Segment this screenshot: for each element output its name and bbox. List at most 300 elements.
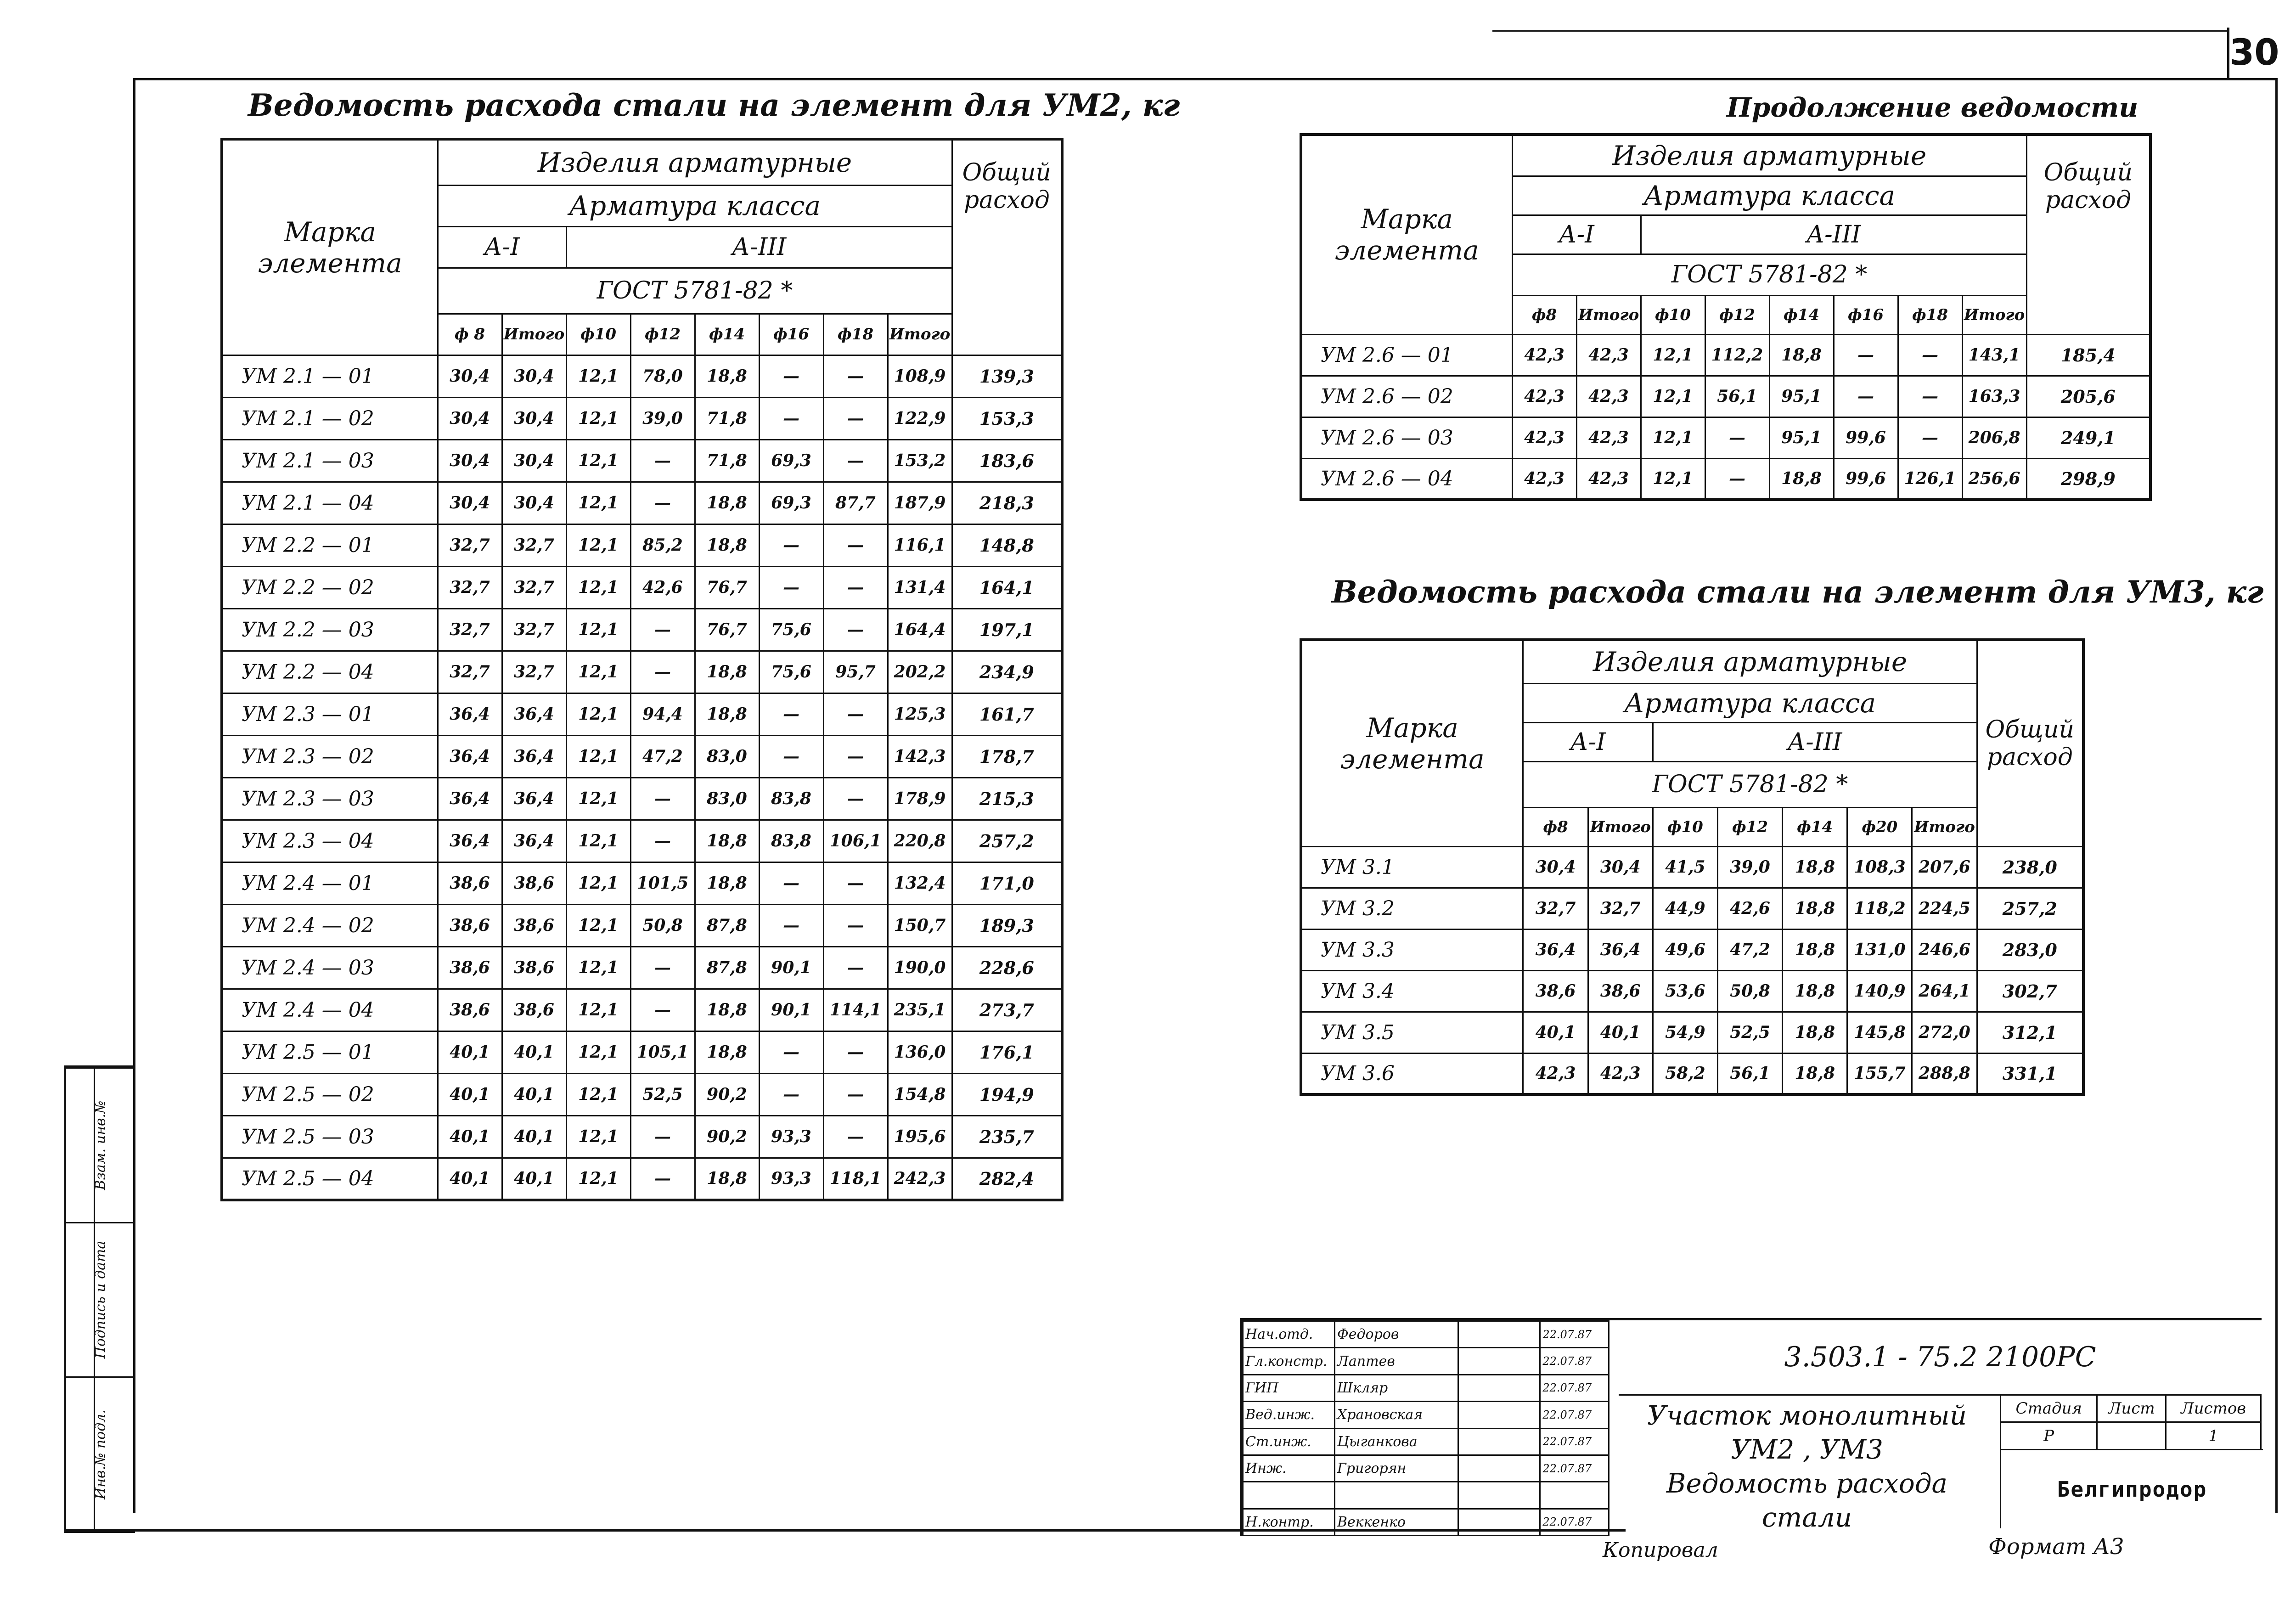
value-cell: 30,4 [438,397,502,439]
total-cell: 238,0 [1977,846,2083,888]
value-cell: 83,0 [695,777,759,820]
value-cell: 36,4 [438,820,502,862]
value-cell: 69,3 [759,439,823,482]
value-cell: — [759,397,823,439]
value-cell: 38,6 [438,946,502,989]
binding-cell-signature: Подпись и дата [66,1222,135,1377]
value-cell: 118,2 [1847,888,1912,929]
value-cell: 12,1 [1641,376,1705,417]
value-cell: 12,1 [566,566,630,608]
value-cell: 90,2 [695,1115,759,1158]
element-mark: УМ 2.5 — 02 [222,1073,438,1115]
value-cell: 50,8 [630,904,695,946]
value-cell: 40,1 [438,1031,502,1073]
value-cell: 32,7 [438,651,502,693]
t2-subheader: ф10 [1641,295,1705,334]
value-cell: 131,0 [1847,929,1912,970]
value-cell: 36,4 [1588,929,1653,970]
total-cell: 194,9 [952,1073,1062,1115]
value-cell: 36,4 [502,735,566,777]
value-cell: 87,8 [695,946,759,989]
value-cell: 12,1 [566,777,630,820]
table-row [222,355,1062,397]
total-cell: 312,1 [1977,1012,2083,1053]
value-cell: 125,3 [888,693,952,735]
value-cell: 18,8 [1769,458,1834,500]
person-row [1243,1321,1609,1348]
t3-header-a3: А-III [1653,722,1977,761]
value-cell: 32,7 [438,524,502,566]
value-cell: — [630,989,695,1031]
value-cell: 71,8 [695,439,759,482]
t2-header-class: Арматура класса [1512,176,2026,215]
value-cell: — [823,566,888,608]
table-row [1301,1053,2083,1094]
t3-subheader: Итого [1912,807,1977,846]
value-cell: 54,9 [1653,1012,1717,1053]
person-row [1243,1402,1609,1428]
value-cell: 38,6 [502,946,566,989]
t1-subheader: ф12 [630,314,695,355]
value-cell: 18,8 [1783,846,1847,888]
value-cell: 145,8 [1847,1012,1912,1053]
table-row [222,608,1062,651]
table-row [222,735,1062,777]
person-name: Храновская [1334,1402,1458,1428]
t1-header-class: Арматура класса [438,185,952,226]
value-cell: 18,8 [695,1031,759,1073]
organization: Белгипродор [2000,1449,2263,1528]
value-cell: 140,9 [1847,970,1912,1012]
sheet-number: 30 [2227,28,2275,80]
table-row [222,439,1062,482]
person-name: Федоров [1334,1321,1458,1348]
value-cell: 85,2 [630,524,695,566]
value-cell: 36,4 [502,693,566,735]
value-cell: 87,7 [823,482,888,524]
value-cell: 106,1 [823,820,888,862]
value-cell: 40,1 [1588,1012,1653,1053]
person-role: Нач.отд. [1243,1321,1335,1348]
value-cell: 18,8 [1783,970,1847,1012]
value-cell: 87,8 [695,904,759,946]
table-row [222,862,1062,904]
total-cell: 282,4 [952,1158,1062,1200]
total-cell: 218,3 [952,482,1062,524]
value-cell: 95,7 [823,651,888,693]
element-mark: УМ 2.4 — 04 [222,989,438,1031]
value-cell: 242,3 [888,1158,952,1200]
value-cell: 90,2 [695,1073,759,1115]
value-cell: 12,1 [566,355,630,397]
value-cell: 150,7 [888,904,952,946]
t2-header-products: Изделия арматурные [1512,135,2026,176]
sheet-header: Лист [2097,1395,2166,1422]
person-row [1243,1428,1609,1455]
value-cell: — [759,735,823,777]
value-cell: 12,1 [566,946,630,989]
person-row [1243,1375,1609,1401]
value-cell: 30,4 [1588,846,1653,888]
value-cell: 32,7 [502,566,566,608]
value-cell: 40,1 [1523,1012,1588,1053]
table-row [1301,417,2150,458]
table3-title: Ведомость расхода стали на элемент для УМ3, кг [1332,574,2264,610]
value-cell: — [1898,334,1962,376]
total-cell: 215,3 [952,777,1062,820]
value-cell: 38,6 [502,904,566,946]
t2-header-mark: Марка элемента [1301,135,1512,334]
total-cell: 183,6 [952,439,1062,482]
t3-header-a1: А-I [1523,722,1653,761]
value-cell: 30,4 [438,482,502,524]
value-cell: 38,6 [1588,970,1653,1012]
value-cell: 76,7 [695,566,759,608]
title-block-people [1242,1320,1609,1536]
value-cell: 76,7 [695,608,759,651]
value-cell: 224,5 [1912,888,1977,929]
total-cell: 185,4 [2026,334,2150,376]
value-cell: — [630,820,695,862]
table-row [1301,970,2083,1012]
value-cell: — [759,862,823,904]
element-mark: УМ 3.1 [1301,846,1523,888]
value-cell: — [823,946,888,989]
t2-subheader: ф18 [1898,295,1962,334]
value-cell: — [630,1158,695,1200]
document-title-line-1: Участок монолитный [1647,1400,1967,1431]
value-cell: 83,0 [695,735,759,777]
value-cell: — [759,355,823,397]
table-row [222,946,1062,989]
table2-title: Продолжение ведомости [1727,92,2138,123]
element-mark: УМ 2.2 — 04 [222,651,438,693]
value-cell: 42,3 [1512,458,1576,500]
copied-by-label: Копировал [1603,1538,1718,1562]
person-row [1243,1482,1609,1509]
value-cell: 105,1 [630,1031,695,1073]
element-mark: УМ 2.5 — 01 [222,1031,438,1073]
value-cell: 12,1 [566,820,630,862]
document-title-line-2: УМ2 , УМ3 [1731,1434,1883,1465]
value-cell: 75,6 [759,608,823,651]
value-cell: 40,1 [438,1073,502,1115]
value-cell: 42,3 [1512,417,1576,458]
person-name [1334,1482,1458,1509]
element-mark: УМ 3.6 [1301,1053,1523,1094]
value-cell: 136,0 [888,1031,952,1073]
element-mark: УМ 2.5 — 04 [222,1158,438,1200]
value-cell: — [630,651,695,693]
value-cell: 12,1 [566,651,630,693]
t2-header-total: Общий расход [2026,135,2150,334]
value-cell: 178,9 [888,777,952,820]
value-cell: 272,0 [1912,1012,1977,1053]
total-cell: 176,1 [952,1031,1062,1073]
value-cell: 142,3 [888,735,952,777]
value-cell: 108,3 [1847,846,1912,888]
title-block [1240,1318,2262,1536]
t1-subheader: Итого [502,314,566,355]
sheet-value [2097,1422,2166,1450]
value-cell: 18,8 [1783,888,1847,929]
total-cell: 153,3 [952,397,1062,439]
value-cell: — [630,439,695,482]
value-cell: 195,6 [888,1115,952,1158]
value-cell: 126,1 [1898,458,1962,500]
element-mark: УМ 3.4 [1301,970,1523,1012]
element-mark: УМ 2.1 — 04 [222,482,438,524]
element-mark: УМ 3.5 [1301,1012,1523,1053]
value-cell: 38,6 [1523,970,1588,1012]
value-cell: 36,4 [502,777,566,820]
person-date: 22.07.87 [1540,1321,1609,1348]
table-row [1301,334,2150,376]
value-cell: 38,6 [438,989,502,1031]
total-cell: 235,7 [952,1115,1062,1158]
t2-subheader: ф8 [1512,295,1576,334]
value-cell: 131,4 [888,566,952,608]
value-cell: 32,7 [438,608,502,651]
person-date: 22.07.87 [1540,1375,1609,1401]
value-cell: 30,4 [502,397,566,439]
value-cell: — [759,904,823,946]
value-cell: 18,8 [1783,1012,1847,1053]
sheets-header: Листов [2166,1395,2261,1422]
value-cell: 40,1 [502,1115,566,1158]
total-cell: 164,1 [952,566,1062,608]
table-row [222,904,1062,946]
element-mark: УМ 2.1 — 02 [222,397,438,439]
element-mark: УМ 2.3 — 01 [222,693,438,735]
value-cell: — [759,1073,823,1115]
t1-subheader: ф14 [695,314,759,355]
t3-header-total: Общий расход [1977,640,2083,846]
value-cell: 101,5 [630,862,695,904]
binding-stamp [64,1065,135,1533]
t2-header-a3: А-III [1641,215,2026,254]
value-cell: 116,1 [888,524,952,566]
t3-subheader: Итого [1588,807,1653,846]
value-cell: 18,8 [695,1158,759,1200]
value-cell: 38,6 [502,862,566,904]
value-cell: — [630,608,695,651]
value-cell: 164,4 [888,608,952,651]
value-cell: 118,1 [823,1158,888,1200]
table-row [222,524,1062,566]
person-signature [1458,1375,1540,1401]
value-cell: — [759,693,823,735]
element-mark: УМ 2.5 — 03 [222,1115,438,1158]
t3-subheader: ф8 [1523,807,1588,846]
value-cell: — [1705,458,1769,500]
value-cell: 12,1 [566,989,630,1031]
value-cell: 12,1 [566,608,630,651]
table-row [222,777,1062,820]
t2-subheader: ф16 [1834,295,1898,334]
value-cell: 153,2 [888,439,952,482]
person-signature [1458,1402,1540,1428]
value-cell: 18,8 [695,989,759,1031]
t1-header-total: Общий расход [952,139,1062,355]
total-cell: 205,6 [2026,376,2150,417]
value-cell: 47,2 [1717,929,1782,970]
t1-subheader: ф16 [759,314,823,355]
person-name: Григорян [1334,1455,1458,1482]
value-cell: 12,1 [566,482,630,524]
value-cell: 12,1 [566,904,630,946]
value-cell: 40,1 [438,1115,502,1158]
value-cell: — [1705,417,1769,458]
total-cell: 273,7 [952,989,1062,1031]
value-cell: 52,5 [630,1073,695,1115]
value-cell: — [823,777,888,820]
value-cell: 42,3 [1588,1053,1653,1094]
value-cell: 90,1 [759,946,823,989]
value-cell: 58,2 [1653,1053,1717,1094]
value-cell: 95,1 [1769,376,1834,417]
table-row [222,693,1062,735]
value-cell: 99,6 [1834,458,1898,500]
total-cell: 302,7 [1977,970,2083,1012]
element-mark: УМ 2.4 — 03 [222,946,438,989]
total-cell: 197,1 [952,608,1062,651]
value-cell: 235,1 [888,989,952,1031]
value-cell: 30,4 [502,439,566,482]
value-cell: 40,1 [502,1031,566,1073]
value-cell: 264,1 [1912,970,1977,1012]
value-cell: 30,4 [438,439,502,482]
person-signature [1458,1348,1540,1375]
value-cell: 32,7 [1588,888,1653,929]
person-name: Веккенко [1334,1509,1458,1535]
value-cell: 49,6 [1653,929,1717,970]
value-cell: 187,9 [888,482,952,524]
value-cell: 12,1 [566,1158,630,1200]
value-cell: 18,8 [695,820,759,862]
t2-header-gost: ГОСТ 5781-82 * [1512,254,2026,295]
value-cell: 30,4 [502,482,566,524]
t1-header-a3: А-III [566,226,952,268]
t1-header-products: Изделия арматурные [438,139,952,185]
person-date: 22.07.87 [1540,1455,1609,1482]
table-row [1301,846,2083,888]
value-cell: 38,6 [438,862,502,904]
value-cell: 12,1 [566,524,630,566]
t3-header-products: Изделия арматурные [1523,640,1977,683]
document-title-line-3: Ведомость расхода стали [1666,1468,1948,1533]
stage-header: Стадия [2001,1395,2097,1422]
total-cell: 283,0 [1977,929,2083,970]
value-cell: 38,6 [438,904,502,946]
table-row [222,1158,1062,1200]
value-cell: 18,8 [695,482,759,524]
value-cell: 220,8 [888,820,952,862]
value-cell: 78,0 [630,355,695,397]
total-cell: 257,2 [952,820,1062,862]
table1-title: Ведомость расхода стали на элемент для УМ2, кг [248,87,1180,123]
table-row [222,989,1062,1031]
person-role: Вед.инж. [1243,1402,1335,1428]
value-cell: 18,8 [695,524,759,566]
t3-subheader: ф12 [1717,807,1782,846]
value-cell: 32,7 [438,566,502,608]
total-cell: 257,2 [1977,888,2083,929]
table-row [1301,458,2150,500]
element-mark: УМ 2.4 — 02 [222,904,438,946]
t1-header-mark: Марка элемента [222,139,438,355]
value-cell: 95,1 [1769,417,1834,458]
value-cell: 32,7 [1523,888,1588,929]
value-cell: 30,4 [502,355,566,397]
value-cell: — [1834,376,1898,417]
value-cell: 18,8 [1783,929,1847,970]
value-cell: 40,1 [502,1073,566,1115]
value-cell: 163,3 [1962,376,2026,417]
t1-subheader: ф18 [823,314,888,355]
table1 [220,138,1064,1201]
value-cell: — [630,1115,695,1158]
value-cell: 12,1 [1641,417,1705,458]
value-cell: 18,8 [695,355,759,397]
value-cell: 12,1 [566,397,630,439]
value-cell: 39,0 [1717,846,1782,888]
person-signature [1458,1482,1540,1509]
value-cell: 112,2 [1705,334,1769,376]
value-cell: 190,0 [888,946,952,989]
person-signature [1458,1321,1540,1348]
value-cell: — [823,1031,888,1073]
value-cell: — [823,608,888,651]
binding-cell-replace: Взам. инв.№ [66,1067,135,1222]
value-cell: — [823,904,888,946]
value-cell: — [759,1031,823,1073]
table-row [1301,1012,2083,1053]
value-cell: — [1898,417,1962,458]
value-cell: 36,4 [1523,929,1588,970]
value-cell: 288,8 [1912,1053,1977,1094]
value-cell: — [823,439,888,482]
t3-header-mark: Марка элемента [1301,640,1523,846]
person-date: 22.07.87 [1540,1348,1609,1375]
value-cell: — [823,1073,888,1115]
total-cell: 234,9 [952,651,1062,693]
table-row [1301,929,2083,970]
element-mark: УМ 2.6 — 03 [1301,417,1512,458]
value-cell: — [823,397,888,439]
person-date [1540,1482,1609,1509]
person-name: Лаптев [1334,1348,1458,1375]
value-cell: 42,3 [1512,334,1576,376]
table3 [1300,638,2085,1096]
value-cell: — [1834,334,1898,376]
table-row [222,1115,1062,1158]
value-cell: 122,9 [888,397,952,439]
value-cell: 39,0 [630,397,695,439]
value-cell: 18,8 [1769,334,1834,376]
person-row [1243,1509,1609,1535]
value-cell: 12,1 [566,735,630,777]
value-cell: 32,7 [502,524,566,566]
table-row [222,397,1062,439]
value-cell: 155,7 [1847,1053,1912,1094]
person-row [1243,1455,1609,1482]
person-name: Шкляр [1334,1375,1458,1401]
element-mark: УМ 2.6 — 02 [1301,376,1512,417]
value-cell: 42,3 [1576,334,1641,376]
value-cell: 154,8 [888,1073,952,1115]
value-cell: 42,3 [1523,1053,1588,1094]
